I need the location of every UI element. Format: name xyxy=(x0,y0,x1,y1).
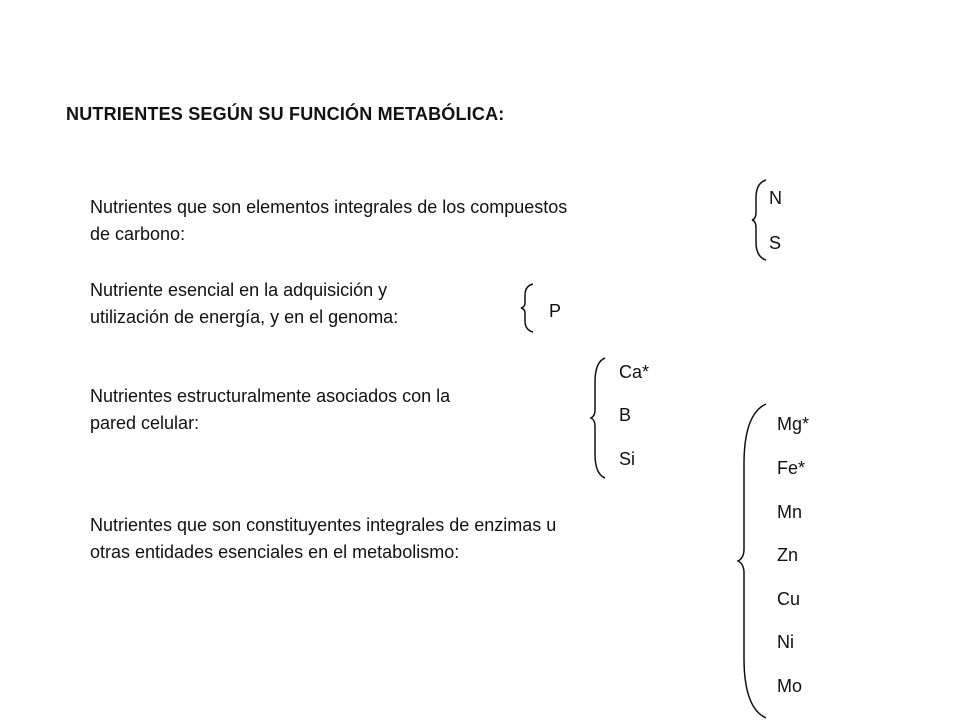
element-ca: Ca* xyxy=(619,362,650,382)
element-fe: Fe* xyxy=(777,458,806,478)
description-line: Nutrientes estructuralmente asociados con la xyxy=(90,386,451,406)
description-line: Nutrientes que son constituyentes integrales de enzimas u xyxy=(90,515,557,535)
description-line: de carbono: xyxy=(90,224,186,244)
element-ni: Ni xyxy=(777,632,794,652)
description-line: otras entidades esenciales en el metabolismo: xyxy=(90,542,460,562)
group-description-enzymes xyxy=(90,512,708,566)
description-line: Nutriente esencial en la adquisición y xyxy=(90,280,388,300)
group-description-cell-wall xyxy=(90,383,568,437)
element-mn: Mn xyxy=(777,502,803,522)
description-line: Nutrientes que son elementos integrales de los compuestos xyxy=(90,197,568,217)
element-si: Si xyxy=(619,449,636,469)
brace-group-energy-genome xyxy=(521,284,535,332)
brace-group-carbon-compounds xyxy=(752,180,768,260)
brace-group-enzymes xyxy=(738,404,768,718)
page-title: NUTRIENTES SEGÚN SU FUNCIÓN METABÓLICA: xyxy=(66,104,505,124)
group-description-carbon-compounds xyxy=(90,194,722,248)
element-cu: Cu xyxy=(777,589,801,609)
element-b: B xyxy=(619,405,632,425)
element-p: P xyxy=(549,301,562,321)
description-line: utilización de energía, y en el genoma: xyxy=(90,307,399,327)
element-mg: Mg* xyxy=(777,414,810,434)
element-s: S xyxy=(769,233,782,253)
element-mo: Mo xyxy=(777,676,803,696)
brace-group-cell-wall xyxy=(591,358,607,478)
description-line: pared celular: xyxy=(90,413,200,433)
group-description-energy-genome xyxy=(90,277,482,331)
element-n: N xyxy=(769,188,782,208)
element-zn: Zn xyxy=(777,545,799,565)
